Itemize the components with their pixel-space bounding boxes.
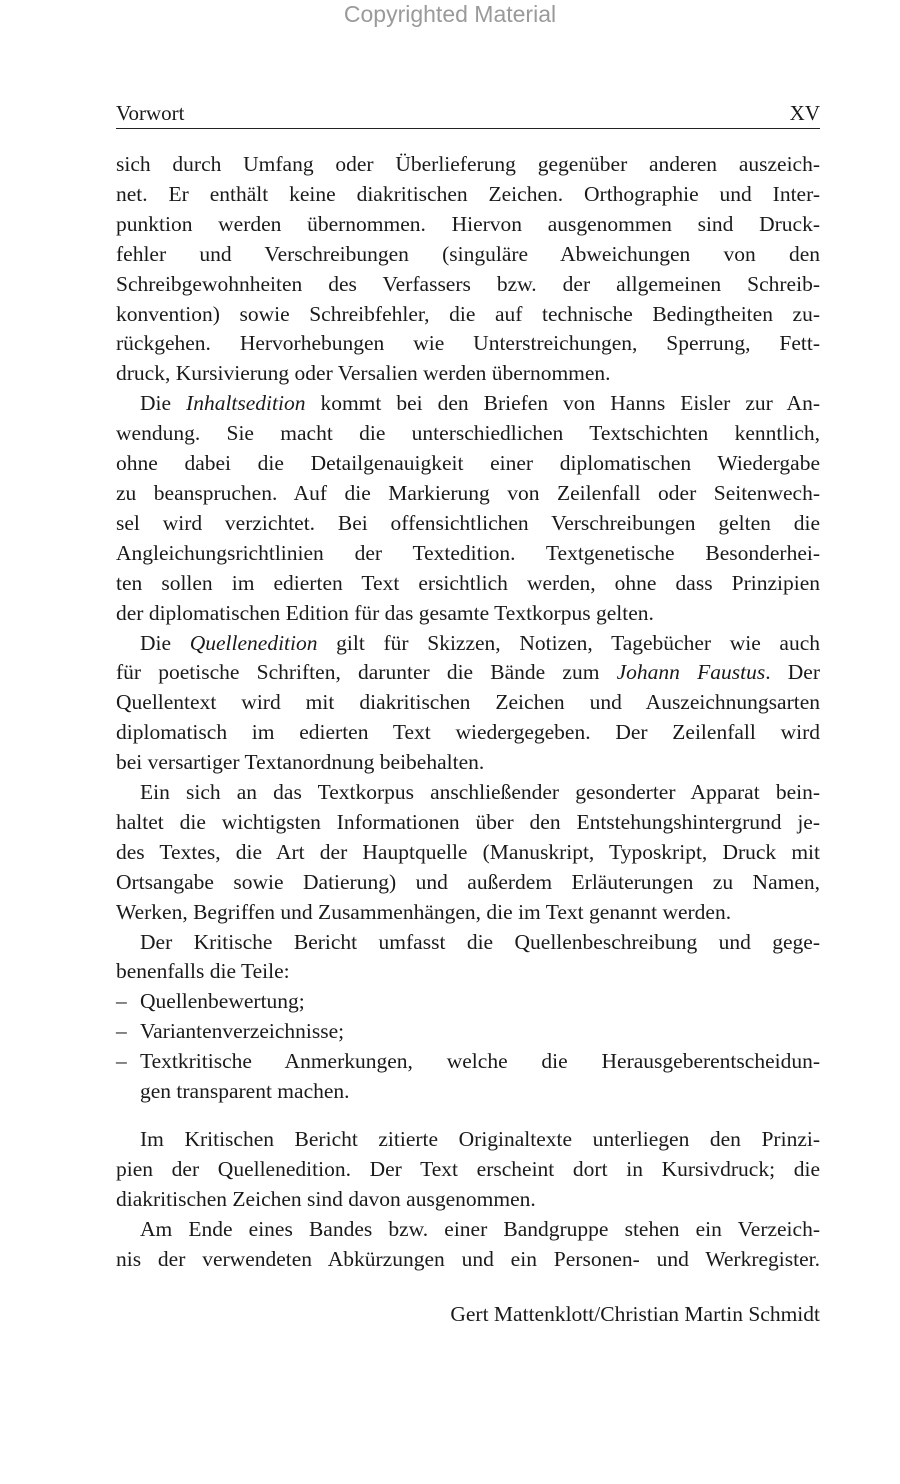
text-line: des Textes, die Art der Hauptquelle (Manuskript, Typoskript, Druck mit (116, 839, 820, 864)
component-list (116, 987, 820, 1107)
copyright-watermark: Copyrighted Material (343, 1, 557, 27)
text-line: diakritischen Zeichen sind davon ausgenommen. (116, 1186, 536, 1211)
list-item-continuation: gen transparent machen. (140, 1079, 350, 1104)
text-fragment: Die (140, 391, 187, 416)
text-line (116, 658, 820, 688)
text-fragment: Die (140, 630, 190, 655)
paragraph-7 (116, 1215, 820, 1275)
body-text (116, 150, 820, 1275)
text-line: nis der verwendeten Abkürzungen und ein Personen- und Werkregister. (116, 1246, 820, 1271)
paragraph-4 (116, 778, 820, 928)
text-line: punktion werden übernommen. Hiervon ausgenommen sind Druck- (116, 211, 820, 236)
section-title: Vorwort (116, 101, 185, 125)
running-header (116, 100, 820, 129)
text-line: bei versartiger Textanordnung beibehalten. (116, 750, 485, 775)
text-fragment: . Der (765, 660, 820, 685)
paragraph-3 (116, 629, 820, 779)
text-line: ten sollen im edierten Text ersichtlich werden, ohne dass Prinzipien (116, 570, 820, 595)
list-item-text: Variantenverzeichnisse; (140, 1019, 345, 1044)
list-item (116, 1047, 820, 1077)
text-line: net. Er enthält keine diakritischen Zeichen. Orthographie und Inter- (116, 181, 820, 206)
text-line: zu beanspruchen. Auf die Markierung von Zeilenfall oder Seitenwech- (116, 480, 820, 505)
emphasis-quellenedition: Quellenedition (189, 630, 318, 655)
page-number: XV (789, 101, 820, 125)
list-item-text: Quellenbewertung; (140, 989, 305, 1014)
text-line: Quellentext wird mit diakritischen Zeichen und Auszeichnungsarten (116, 690, 820, 715)
dash-bullet: – (116, 1019, 127, 1044)
spacer (116, 1107, 820, 1125)
text-line: diplomatisch im edierten Text wiedergegeben. Der Zeilenfall wird (116, 720, 820, 745)
emphasis-inhaltsedition: Inhaltsedition (186, 391, 306, 416)
text-line: ohne dabei die Detailgenauigkeit einer diplomatischen Wiedergabe (116, 451, 820, 476)
text-line: Angleichungsrichtlinien der Textedition. Textgenetische Besonderhei- (116, 540, 820, 565)
author-signature: Gert Mattenklott/Christian Martin Schmidt (450, 1302, 820, 1326)
paragraph-5 (116, 928, 820, 988)
text-fragment: gilt für Skizzen, Notizen, Tagebücher wie auch (317, 630, 820, 655)
text-line (116, 389, 820, 419)
paragraph-2 (116, 389, 820, 628)
text-fragment: kommt bei den Briefen von Hanns Eisler zur An- (305, 391, 820, 416)
text-line: Der Kritische Bericht umfasst die Quellenbeschreibung und gege- (140, 929, 820, 954)
dash-bullet: – (116, 1049, 127, 1074)
text-line: Im Kritischen Bericht zitierte Originaltexte unterliegen den Prinzi- (140, 1127, 820, 1151)
paragraph-1 (116, 150, 820, 389)
emphasis-johann-faustus: Johann Faustus (616, 660, 766, 685)
text-line: Ortsangabe sowie Datierung) und außerdem Erläuterungen zu Namen, (116, 869, 820, 894)
list-item (116, 987, 820, 1017)
text-line: sel wird verzichtet. Bei offensichtlichen Verschreibungen gelten die (116, 510, 820, 535)
dash-bullet: – (116, 989, 127, 1014)
text-line: rückgehen. Hervorhebungen wie Unterstreichungen, Sperrung, Fett- (116, 331, 820, 356)
text-line: Schreibgewohnheiten des Verfassers bzw. der allgemeinen Schreib- (116, 271, 820, 296)
text-line: Werken, Begriffen und Zusammenhängen, die im Text genannt werden. (116, 899, 732, 924)
text-line: sich durch Umfang oder Überlieferung gegenüber anderen auszeich- (116, 152, 820, 176)
text-line: wendung. Sie macht die unterschiedlichen Textschichten kenntlich, (116, 421, 820, 446)
text-line: druck, Kursivierung oder Versalien werden übernommen. (116, 361, 611, 386)
paragraph-6 (116, 1125, 820, 1215)
list-item-text: Textkritische Anmerkungen, welche die Herausgeberentscheidun- (140, 1049, 820, 1074)
text-fragment: für poetische Schriften, darunter die Bände zum (116, 660, 617, 685)
list-item (116, 1017, 820, 1047)
text-line: pien der Quellenedition. Der Text erscheint dort in Kursivdruck; die (116, 1156, 820, 1181)
text-line: benenfalls die Teile: (116, 959, 290, 984)
text-line: der diplomatischen Edition für das gesamte Textkorpus gelten. (116, 600, 654, 625)
text-line: Am Ende eines Bandes bzw. einer Bandgruppe stehen ein Verzeich- (140, 1216, 820, 1241)
text-line: konvention) sowie Schreibfehler, die auf technische Bedingtheiten zu- (116, 301, 820, 326)
text-line: haltet die wichtigsten Informationen über den Entstehungshintergrund je- (116, 809, 820, 834)
text-line: Ein sich an das Textkorpus anschließender gesonderter Apparat bein- (140, 780, 820, 805)
text-line: fehler und Verschreibungen (singuläre Abweichungen von den (116, 241, 820, 266)
text-line (116, 629, 820, 659)
